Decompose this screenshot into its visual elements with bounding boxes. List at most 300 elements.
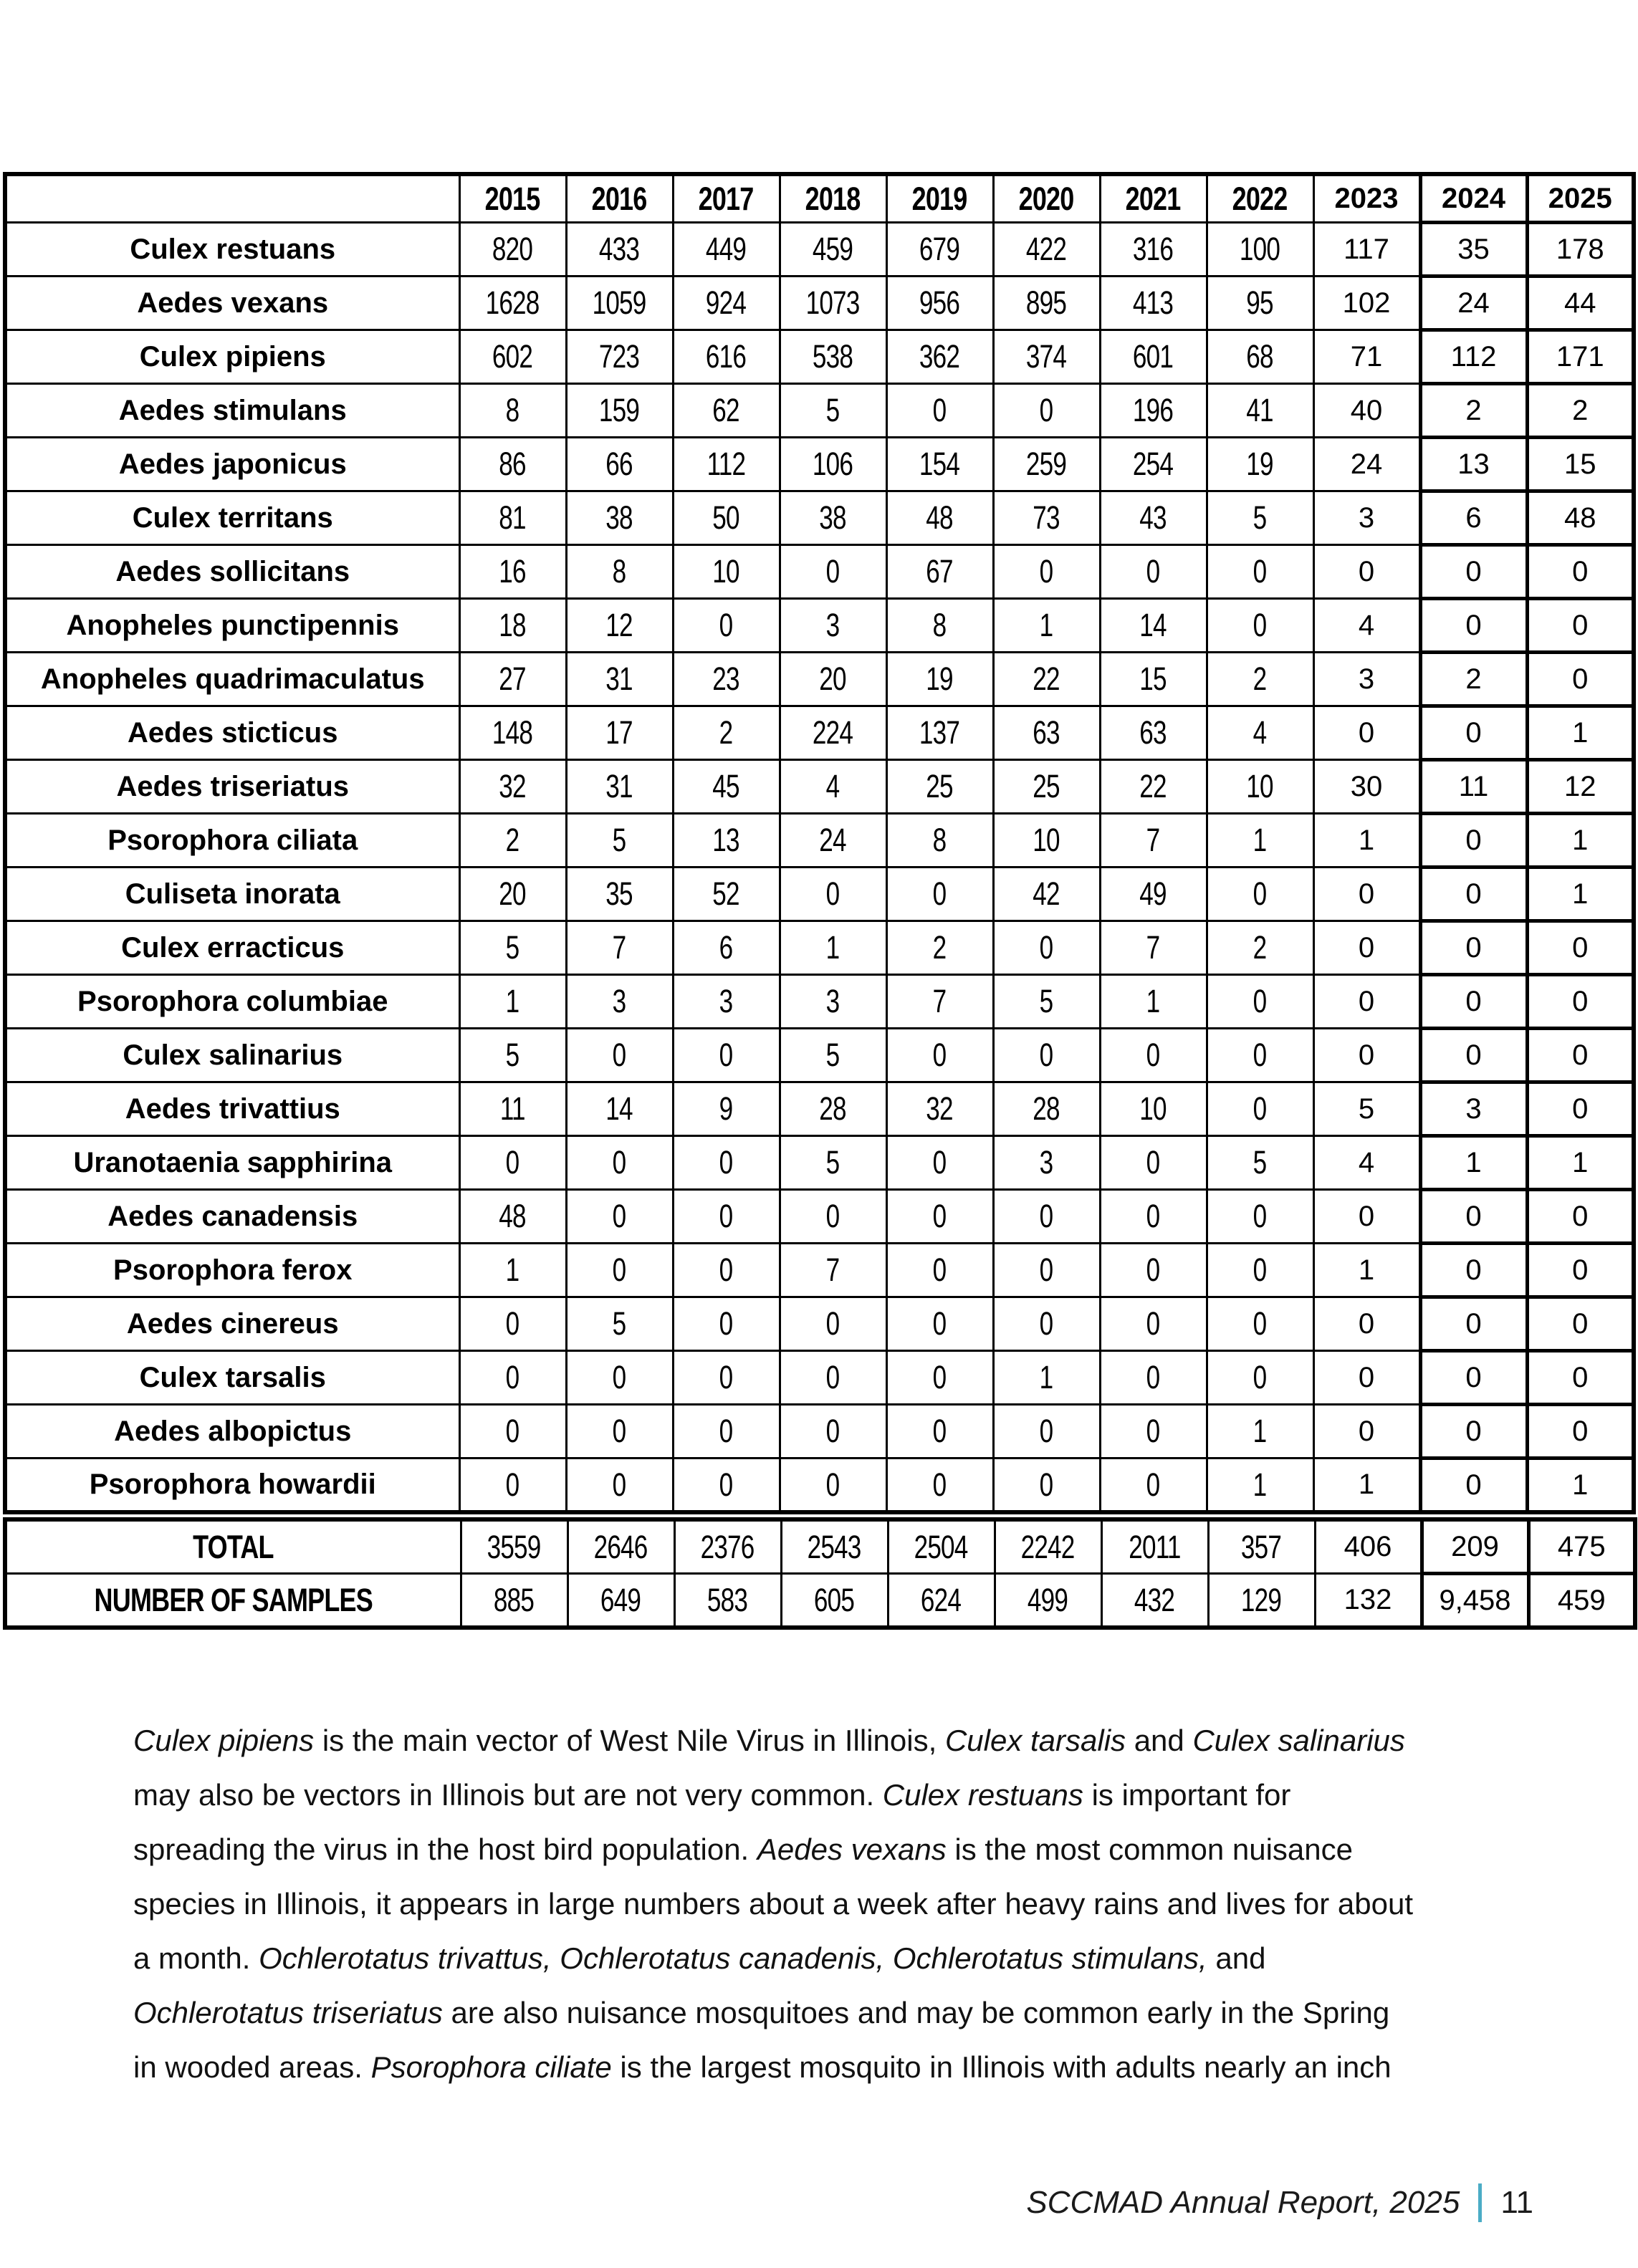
species-row xyxy=(5,330,1634,384)
count-cell-2019 xyxy=(886,1136,993,1190)
count-cell-2020 xyxy=(993,868,1100,921)
count-cell-2021 xyxy=(1100,1190,1207,1244)
count-value: 0 xyxy=(1040,1466,1053,1503)
summary-label: NUMBER OF SAMPLES xyxy=(94,1581,373,1618)
count-value: 8 xyxy=(933,607,947,643)
count-cell-2016 xyxy=(566,1190,673,1244)
year-header-2020 xyxy=(993,174,1100,223)
count-cell-2025 xyxy=(1527,330,1634,384)
count-value: 0 xyxy=(933,1144,947,1181)
count-cell-2017 xyxy=(673,1405,780,1459)
count-value: 0 xyxy=(1358,716,1375,749)
count-value: 30 xyxy=(1350,770,1383,802)
count-value: 1 xyxy=(1253,1413,1267,1449)
count-cell-2025 xyxy=(1527,277,1634,330)
count-cell-2021 xyxy=(1100,1244,1207,1297)
species-name-cell xyxy=(5,1351,459,1405)
count-cell-2024 xyxy=(1420,1459,1527,1513)
count-cell-2025 xyxy=(1527,975,1634,1029)
paragraph-text: is important for xyxy=(1083,1778,1291,1812)
count-cell-2022 xyxy=(1207,277,1313,330)
count-value: 3 xyxy=(826,607,840,643)
count-value: 538 xyxy=(813,338,853,375)
count-value: 3 xyxy=(1358,501,1375,534)
count-cell-2016 xyxy=(566,1136,673,1190)
count-cell-2022 xyxy=(1207,1244,1313,1297)
paragraph-text: are also nuisance mosquitoes and may be common early in the Spring xyxy=(442,1996,1390,2029)
count-cell-2020 xyxy=(993,1029,1100,1082)
count-cell-2019 xyxy=(886,545,993,599)
count-value: 20 xyxy=(819,660,847,697)
summary-value: 885 xyxy=(494,1581,535,1618)
count-cell-2018 xyxy=(780,277,886,330)
species-name-cell xyxy=(5,277,459,330)
summary-value-cell-2020 xyxy=(995,1519,1101,1574)
paragraph-line xyxy=(133,1931,1538,1986)
count-cell-2024 xyxy=(1420,1136,1527,1190)
count-value: 148 xyxy=(492,714,533,751)
count-cell-2021 xyxy=(1100,1405,1207,1459)
count-value: 1 xyxy=(1572,716,1589,749)
count-cell-2017 xyxy=(673,545,780,599)
count-value: 15 xyxy=(1139,660,1167,697)
count-value: 0 xyxy=(1358,931,1375,964)
count-value: 12 xyxy=(605,607,633,643)
count-value: 0 xyxy=(933,1305,947,1342)
count-value: 7 xyxy=(613,929,626,966)
count-cell-2019 xyxy=(886,277,993,330)
summary-row xyxy=(5,1519,1635,1574)
count-value: 0 xyxy=(826,1359,840,1395)
count-value: 0 xyxy=(826,1305,840,1342)
count-cell-2019 xyxy=(886,491,993,545)
count-cell-2015 xyxy=(459,1190,566,1244)
count-value: 0 xyxy=(1253,1037,1267,1073)
count-cell-2022 xyxy=(1207,330,1313,384)
count-value: 10 xyxy=(1139,1090,1167,1127)
count-cell-2017 xyxy=(673,330,780,384)
count-value: 3 xyxy=(826,983,840,1019)
count-cell-2023 xyxy=(1313,1297,1420,1351)
count-value: 10 xyxy=(1246,768,1274,804)
species-name: Anopheles punctipennis xyxy=(66,609,399,641)
count-cell-2025 xyxy=(1527,491,1634,545)
count-value: 0 xyxy=(1465,716,1482,749)
count-value: 7 xyxy=(933,983,947,1019)
count-value: 2 xyxy=(719,714,733,751)
count-cell-2025 xyxy=(1527,1082,1634,1136)
count-cell-2023 xyxy=(1313,330,1420,384)
count-cell-2024 xyxy=(1420,706,1527,760)
count-cell-2024 xyxy=(1420,491,1527,545)
species-name: Aedes sollicitans xyxy=(115,555,350,587)
count-cell-2022 xyxy=(1207,1459,1313,1513)
count-cell-2017 xyxy=(673,760,780,814)
count-value: 0 xyxy=(1358,1200,1375,1232)
count-value: 956 xyxy=(919,284,960,321)
count-cell-2023 xyxy=(1313,1244,1420,1297)
count-cell-2016 xyxy=(566,1244,673,1297)
count-cell-2019 xyxy=(886,653,993,706)
page-footer xyxy=(1026,2178,1533,2228)
count-value: 1 xyxy=(506,1251,519,1288)
count-cell-2022 xyxy=(1207,1351,1313,1405)
count-value: 0 xyxy=(1572,1415,1589,1447)
count-value: 71 xyxy=(1350,340,1383,373)
count-value: 374 xyxy=(1026,338,1067,375)
paragraph-line xyxy=(133,1714,1538,1768)
count-cell-2023 xyxy=(1313,384,1420,438)
summary-value: 605 xyxy=(814,1581,855,1618)
count-cell-2021 xyxy=(1100,814,1207,868)
count-cell-2022 xyxy=(1207,868,1313,921)
count-value: 24 xyxy=(1350,448,1383,480)
summary-value: 624 xyxy=(921,1581,962,1618)
count-cell-2015 xyxy=(459,438,566,491)
count-value: 0 xyxy=(1465,1415,1482,1447)
count-cell-2016 xyxy=(566,491,673,545)
count-cell-2019 xyxy=(886,1244,993,1297)
count-cell-2023 xyxy=(1313,438,1420,491)
count-cell-2020 xyxy=(993,1082,1100,1136)
count-value: 2 xyxy=(1572,394,1589,426)
count-value: 362 xyxy=(919,338,960,375)
count-value: 0 xyxy=(1358,1361,1375,1393)
count-value: 602 xyxy=(492,338,533,375)
summary-value-cell-2023 xyxy=(1315,1574,1422,1628)
count-value: 5 xyxy=(1253,499,1267,536)
count-value: 0 xyxy=(1253,983,1267,1019)
species-row xyxy=(5,653,1634,706)
count-value: 0 xyxy=(1358,878,1375,910)
count-cell-2018 xyxy=(780,491,886,545)
species-row xyxy=(5,599,1634,653)
count-value: 1 xyxy=(1253,822,1267,858)
count-value: 0 xyxy=(826,553,840,590)
count-value: 0 xyxy=(1465,1200,1482,1232)
species-name-cell xyxy=(5,599,459,653)
count-value: 17 xyxy=(605,714,633,751)
count-cell-2024 xyxy=(1420,545,1527,599)
paragraph-text: spreading the virus in the host bird population. xyxy=(133,1832,757,1866)
count-cell-2018 xyxy=(780,1297,886,1351)
count-cell-2022 xyxy=(1207,706,1313,760)
count-value: 15 xyxy=(1564,448,1596,480)
count-value: 0 xyxy=(1146,1251,1160,1288)
species-name-cell xyxy=(5,438,459,491)
species-name: Aedes albopictus xyxy=(114,1415,352,1447)
count-cell-2025 xyxy=(1527,223,1634,277)
count-value: 0 xyxy=(506,1305,519,1342)
count-value: 95 xyxy=(1246,284,1274,321)
count-value: 0 xyxy=(1572,609,1589,641)
summary-value-cell-2018 xyxy=(781,1519,888,1574)
summary-label-cell xyxy=(5,1519,461,1574)
species-row xyxy=(5,868,1634,921)
count-cell-2023 xyxy=(1313,1029,1420,1082)
count-cell-2019 xyxy=(886,868,993,921)
count-cell-2019 xyxy=(886,706,993,760)
count-cell-2020 xyxy=(993,1459,1100,1513)
count-value: 2 xyxy=(1253,929,1267,966)
count-cell-2018 xyxy=(780,814,886,868)
count-value: 0 xyxy=(1253,1198,1267,1234)
count-value: 0 xyxy=(826,1466,840,1503)
species-count-table xyxy=(3,172,1636,1514)
count-value: 2 xyxy=(933,929,947,966)
count-cell-2020 xyxy=(993,223,1100,277)
species-name-cell xyxy=(5,706,459,760)
species-name-italic: Aedes vexans xyxy=(757,1832,947,1866)
count-cell-2016 xyxy=(566,545,673,599)
body-paragraph xyxy=(133,1714,1538,2095)
count-value: 0 xyxy=(1146,1305,1160,1342)
count-cell-2015 xyxy=(459,599,566,653)
count-cell-2024 xyxy=(1420,223,1527,277)
count-cell-2020 xyxy=(993,975,1100,1029)
count-cell-2025 xyxy=(1527,545,1634,599)
species-name: Aedes vexans xyxy=(137,287,329,319)
count-cell-2018 xyxy=(780,1244,886,1297)
summary-value-cell-2022 xyxy=(1208,1519,1315,1574)
count-cell-2023 xyxy=(1313,277,1420,330)
count-value: 14 xyxy=(605,1090,633,1127)
count-cell-2017 xyxy=(673,1297,780,1351)
count-cell-2015 xyxy=(459,921,566,975)
count-cell-2025 xyxy=(1527,868,1634,921)
count-value: 4 xyxy=(1253,714,1267,751)
count-cell-2024 xyxy=(1420,1244,1527,1297)
count-cell-2019 xyxy=(886,1459,993,1513)
count-value: 44 xyxy=(1564,287,1596,319)
count-value: 0 xyxy=(613,1037,626,1073)
count-value: 3 xyxy=(719,983,733,1019)
count-cell-2025 xyxy=(1527,814,1634,868)
count-cell-2019 xyxy=(886,438,993,491)
count-cell-2024 xyxy=(1420,1029,1527,1082)
count-value: 102 xyxy=(1342,287,1391,319)
count-value: 1 xyxy=(826,929,840,966)
summary-value: 357 xyxy=(1241,1528,1282,1565)
count-value: 31 xyxy=(605,768,633,804)
count-value: 24 xyxy=(819,822,847,858)
count-value: 50 xyxy=(712,499,740,536)
count-value: 0 xyxy=(933,1466,947,1503)
count-value: 0 xyxy=(1572,1200,1589,1232)
count-value: 0 xyxy=(506,1413,519,1449)
species-name-cell xyxy=(5,760,459,814)
summary-value-cell-2017 xyxy=(674,1519,781,1574)
count-cell-2025 xyxy=(1527,599,1634,653)
count-value: 0 xyxy=(1253,1305,1267,1342)
count-cell-2015 xyxy=(459,1136,566,1190)
count-cell-2022 xyxy=(1207,1029,1313,1082)
count-value: 413 xyxy=(1133,284,1174,321)
count-cell-2018 xyxy=(780,760,886,814)
species-name-cell xyxy=(5,491,459,545)
count-cell-2020 xyxy=(993,1405,1100,1459)
year-header-label: 2020 xyxy=(1019,180,1074,217)
count-cell-2021 xyxy=(1100,384,1207,438)
count-value: 159 xyxy=(599,392,640,428)
count-cell-2018 xyxy=(780,438,886,491)
year-header-label: 2021 xyxy=(1126,180,1181,217)
count-cell-2015 xyxy=(459,706,566,760)
count-value: 0 xyxy=(1465,931,1482,964)
count-value: 0 xyxy=(719,1198,733,1234)
species-name: Culex erracticus xyxy=(121,931,345,964)
count-cell-2015 xyxy=(459,1244,566,1297)
count-value: 25 xyxy=(1033,768,1060,804)
species-name: Culex salinarius xyxy=(123,1039,343,1071)
count-cell-2021 xyxy=(1100,1136,1207,1190)
count-value: 0 xyxy=(719,1466,733,1503)
count-value: 31 xyxy=(605,660,633,697)
count-value: 2 xyxy=(506,822,519,858)
species-name: Aedes triseriatus xyxy=(116,770,350,802)
summary-value: 129 xyxy=(1241,1581,1282,1618)
count-value: 0 xyxy=(1040,1198,1053,1234)
paragraph-text: a month. xyxy=(133,1941,259,1975)
count-value: 0 xyxy=(1572,1092,1589,1125)
count-cell-2020 xyxy=(993,1190,1100,1244)
count-value: 81 xyxy=(499,499,527,536)
count-value: 41 xyxy=(1246,392,1274,428)
count-value: 0 xyxy=(1253,1359,1267,1395)
count-value: 14 xyxy=(1139,607,1167,643)
species-name-italic: Ochlerotatus trivattus, Ochlerotatus canadenis, Ochlerotatus stimulans, xyxy=(259,1941,1207,1975)
count-cell-2021 xyxy=(1100,438,1207,491)
year-header-2016 xyxy=(566,174,673,223)
count-value: 63 xyxy=(1139,714,1167,751)
count-cell-2016 xyxy=(566,223,673,277)
count-value: 0 xyxy=(1465,1254,1482,1286)
count-value: 196 xyxy=(1133,392,1174,428)
count-cell-2015 xyxy=(459,545,566,599)
count-cell-2021 xyxy=(1100,760,1207,814)
count-value: 2 xyxy=(1465,394,1482,426)
species-name-italic: Culex salinarius xyxy=(1192,1724,1405,1757)
count-value: 0 xyxy=(1040,929,1053,966)
count-value: 459 xyxy=(813,231,853,267)
count-cell-2016 xyxy=(566,921,673,975)
count-value: 259 xyxy=(1026,446,1067,482)
species-row xyxy=(5,1136,1634,1190)
count-cell-2018 xyxy=(780,545,886,599)
count-cell-2018 xyxy=(780,1029,886,1082)
count-cell-2022 xyxy=(1207,223,1313,277)
count-cell-2021 xyxy=(1100,653,1207,706)
count-cell-2017 xyxy=(673,277,780,330)
count-cell-2020 xyxy=(993,545,1100,599)
count-cell-2024 xyxy=(1420,277,1527,330)
count-cell-2015 xyxy=(459,760,566,814)
paragraph-text: in wooded areas. xyxy=(133,2050,371,2084)
count-value: 422 xyxy=(1026,231,1067,267)
count-value: 0 xyxy=(506,1144,519,1181)
count-cell-2023 xyxy=(1313,868,1420,921)
count-cell-2018 xyxy=(780,975,886,1029)
summary-value: 406 xyxy=(1344,1531,1392,1562)
count-value: 601 xyxy=(1133,338,1174,375)
count-value: 62 xyxy=(712,392,740,428)
count-cell-2021 xyxy=(1100,1297,1207,1351)
count-cell-2023 xyxy=(1313,706,1420,760)
count-value: 0 xyxy=(1040,1037,1053,1073)
count-cell-2019 xyxy=(886,921,993,975)
count-value: 0 xyxy=(1146,1198,1160,1234)
year-header-2019 xyxy=(886,174,993,223)
count-value: 0 xyxy=(1465,609,1482,641)
count-cell-2017 xyxy=(673,814,780,868)
count-value: 2 xyxy=(1465,663,1482,695)
count-value: 0 xyxy=(1253,553,1267,590)
count-value: 35 xyxy=(605,875,633,912)
count-cell-2017 xyxy=(673,1136,780,1190)
summary-value-cell-2017 xyxy=(674,1574,781,1628)
count-value: 0 xyxy=(719,607,733,643)
summary-value: 132 xyxy=(1344,1584,1392,1615)
count-cell-2019 xyxy=(886,1297,993,1351)
species-name-cell xyxy=(5,653,459,706)
summary-value-cell-2015 xyxy=(461,1519,567,1574)
count-cell-2022 xyxy=(1207,921,1313,975)
count-cell-2015 xyxy=(459,975,566,1029)
count-value: 0 xyxy=(719,1359,733,1395)
summary-value-cell-2021 xyxy=(1101,1574,1208,1628)
count-cell-2016 xyxy=(566,975,673,1029)
count-value: 1 xyxy=(1572,824,1589,856)
count-value: 1 xyxy=(1040,607,1053,643)
count-value: 7 xyxy=(1146,822,1160,858)
count-value: 23 xyxy=(712,660,740,697)
count-value: 49 xyxy=(1139,875,1167,912)
count-cell-2022 xyxy=(1207,384,1313,438)
count-cell-2019 xyxy=(886,330,993,384)
count-cell-2025 xyxy=(1527,1190,1634,1244)
count-cell-2019 xyxy=(886,1405,993,1459)
species-row xyxy=(5,814,1634,868)
paragraph-text: and xyxy=(1126,1724,1193,1757)
count-cell-2020 xyxy=(993,706,1100,760)
species-row xyxy=(5,277,1634,330)
count-cell-2015 xyxy=(459,384,566,438)
count-value: 35 xyxy=(1457,233,1490,265)
count-cell-2018 xyxy=(780,706,886,760)
paragraph-text: is the largest mosquito in Illinois with adults nearly an inch xyxy=(611,2050,1392,2084)
count-value: 66 xyxy=(605,446,633,482)
count-cell-2020 xyxy=(993,1136,1100,1190)
species-name: Aedes stimulans xyxy=(118,394,347,426)
count-cell-2016 xyxy=(566,868,673,921)
count-value: 1 xyxy=(1358,1254,1375,1286)
count-value: 0 xyxy=(933,1251,947,1288)
count-cell-2021 xyxy=(1100,1082,1207,1136)
count-value: 0 xyxy=(1358,555,1375,587)
count-value: 48 xyxy=(499,1198,527,1234)
summary-value-cell-2022 xyxy=(1208,1574,1315,1628)
count-cell-2021 xyxy=(1100,1351,1207,1405)
count-cell-2017 xyxy=(673,1029,780,1082)
year-header-2024 xyxy=(1420,174,1527,223)
count-value: 32 xyxy=(499,768,527,804)
count-cell-2021 xyxy=(1100,330,1207,384)
species-row xyxy=(5,438,1634,491)
count-value: 5 xyxy=(506,1037,519,1073)
count-value: 1 xyxy=(1465,1146,1482,1178)
count-value: 11 xyxy=(500,1090,525,1127)
count-cell-2022 xyxy=(1207,975,1313,1029)
